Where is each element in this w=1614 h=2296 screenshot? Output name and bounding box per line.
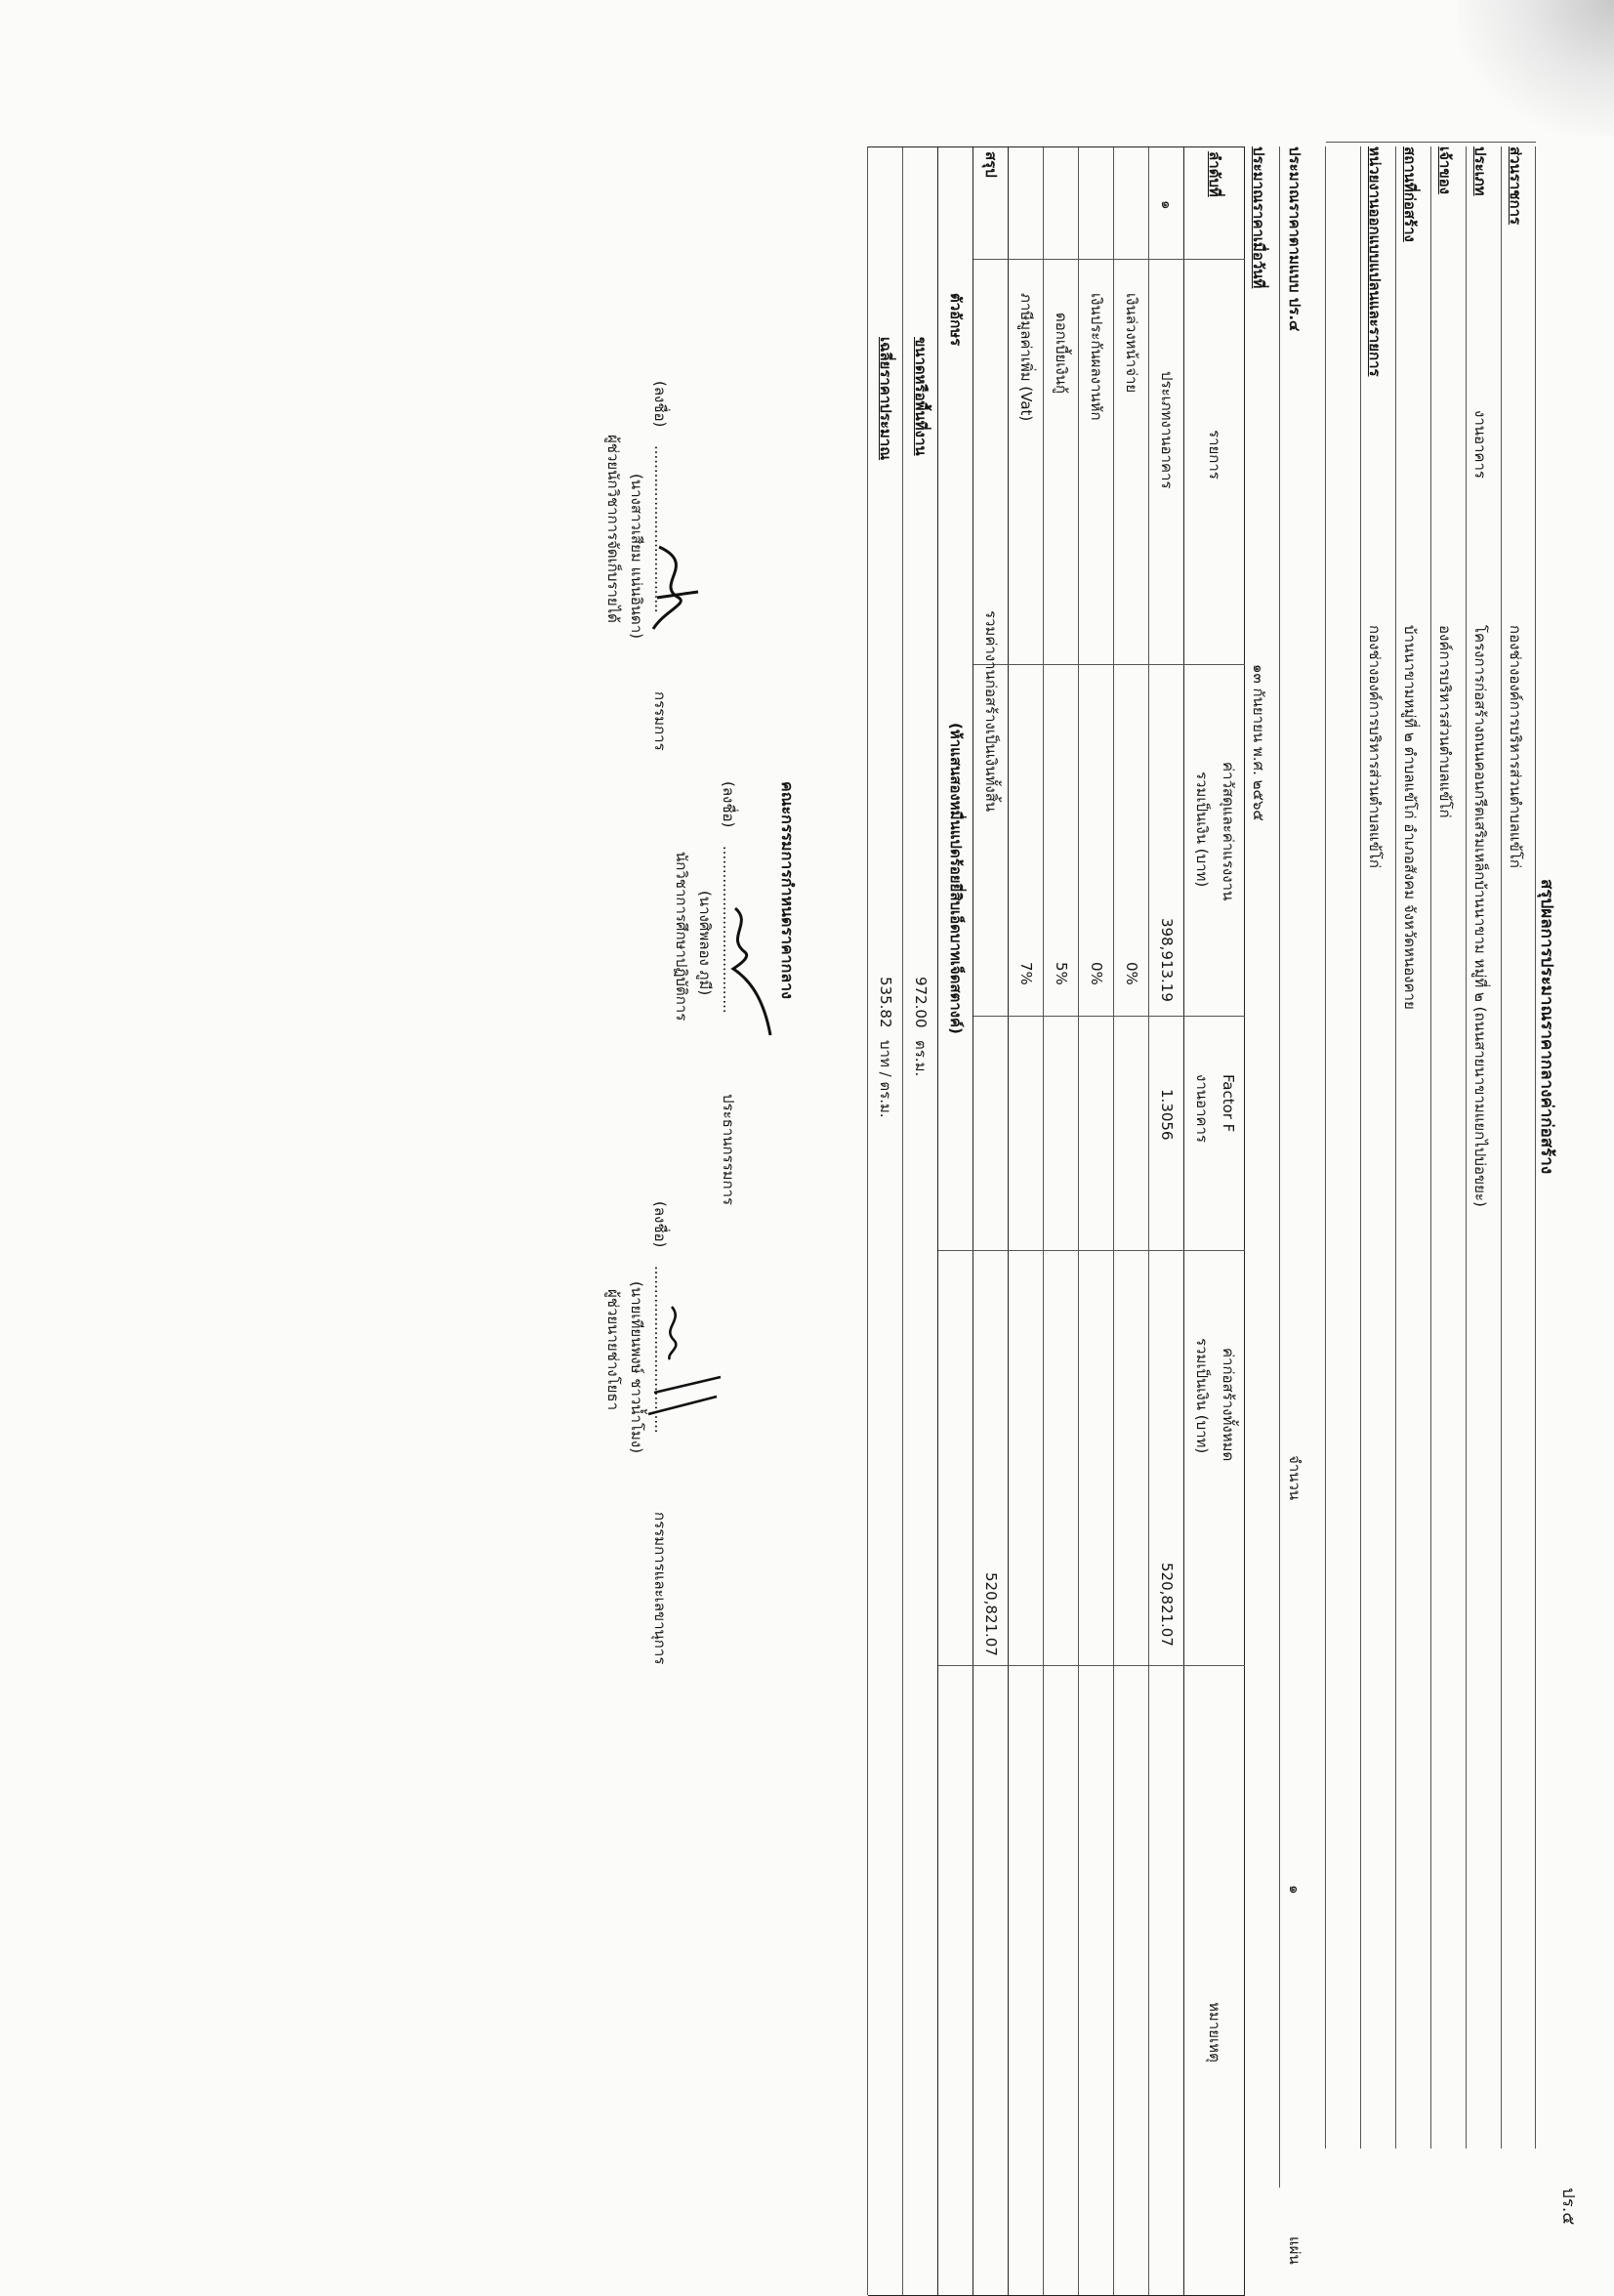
avg-label: เฉลี่ยราคาประมาณ [877,337,894,461]
summary-total: 520,821.07 [982,1572,1000,1656]
row1-total: 520,821.07 [1158,1563,1176,1647]
col-divider [973,1016,1245,1017]
col-divider [973,259,1245,260]
sig2-name: (นางสาวเสียม แน่นอินดา) [628,474,645,640]
area-value: 972.00 [912,977,930,1028]
sig1-dots: .................................... [720,846,737,1014]
avg-unit: บาท / ตร.ม. [877,1040,894,1118]
sig2-signature [640,535,718,643]
label-estimate: ประมาณราคาตามแบบ ปร.๔ [1286,146,1304,332]
col-divider [938,1665,1245,1666]
sig3-prefix: (ลงชื่อ) [651,1201,669,1248]
header-item: รายการ [1206,430,1223,480]
table-area-border [902,146,903,2295]
sig1-position: นักวิชาการศึกษาปฏิบัติการ [673,852,690,1022]
document-title: สรุปผลการประมาณราคากลางค่าก่อสร้าง [1537,879,1556,1175]
header-remark: หมายเหตุ [1206,2002,1223,2063]
table-row-rule [1113,146,1114,2295]
row1-cost: 398,913.19 [1158,918,1176,1002]
area-unit: ตร.ม. [912,1040,930,1077]
table-left-border [868,146,1245,147]
row4-cost: 5% [1053,962,1070,985]
table-bottom-border [867,146,868,2295]
label-designer: หน่วยงานออกแบบแปลนและรายการ [1366,146,1384,377]
row5-cost: 7% [1017,962,1035,985]
sig3-signature [642,1299,730,1445]
table-row-rule [1008,146,1009,2295]
value-unit: แผ่น [1286,2236,1304,2265]
header-cost-line1: ค่าวัสดุและค่าแรงงาน [1220,762,1237,901]
header-total-line1: ค่าก่อสร้างทั้งหมด [1220,1348,1237,1462]
label-owner: เจ้าของ [1436,146,1454,194]
row1-no: ๑ [1158,200,1176,210]
col-divider [938,1250,1245,1251]
row2-item: เงินล่วงหน้าจ่าย [1123,293,1140,394]
sig3-position: ผู้ช่วยนายช่างโยธา [604,1289,622,1410]
row3-cost: 0% [1088,962,1105,985]
value-count: ๑ [1286,1885,1304,1895]
value-location: บ้านนาขามหมู่ที่ ๒ ตำบลแข้โก่ อำเภอสังคม จังหวัดหนองคาย [1401,625,1419,1010]
header-total-line2: รวมเป็นเงิน (บาท) [1193,1338,1211,1454]
value-project: โครงการก่อสร้างถนนคอนกรีตเสริมเหล็กบ้านนาขาม หมู่ที่ ๒ (ถนนสายนาขามแยกไปบ่อขยะ) [1471,625,1489,1207]
committee-title: คณะกรรมการกำหนดราคากลาง [778,781,797,999]
label-type: ประเภท [1471,146,1489,196]
header-no: ลำดับที่ [1206,151,1223,197]
form-code: ปร.๕ [1558,2188,1578,2226]
table-row-rule [1078,146,1079,2295]
value-owner: องค์การบริหารส่วนตำบลแข้โก่ [1436,625,1454,818]
table-top-border [1244,146,1245,2295]
estimate-rule [1279,146,1280,2188]
col-divider [973,664,1245,665]
row3-item: เงินประกันผลงานหัก [1088,293,1105,421]
value-type: งานอาคาร [1471,410,1489,479]
row1-factor: 1.3056 [1158,1089,1176,1141]
sig1-prefix: (ลงชื่อ) [720,781,737,828]
header-factor-line1: Factor F [1220,1074,1237,1133]
sig1-signature [716,898,774,1045]
sig3-dots: .................................... [651,1266,669,1434]
info-rule [1535,146,1536,2149]
sig2-position: ผู้ช่วยนักวิชาการจัดเก็บรายได้ [604,435,622,623]
info-rule [1501,146,1502,2149]
sig2-role: กรรมการ [651,691,669,751]
in-letters-label: ตัวอักษร [947,293,965,347]
avg-value: 535.82 [877,977,894,1028]
label-count: จำนวน [1286,1455,1304,1501]
in-letters-value: (ห้าแสนสองหมื่นแปดร้อยยี่สิบเอ็ดบาทเจ็ดสตางค์) [947,723,965,1034]
summary-label: สรุป [982,151,1000,178]
summary-text: รวมค่างานก่อสร้างเป็นเงินทั้งสิ้น [982,610,1000,813]
table-header-border [1183,146,1184,2295]
value-designer: กองช่างองค์การบริหารส่วนตำบลแข้โก่ [1366,625,1384,868]
info-rule [1360,146,1361,2149]
row5-item: ภาษีมูลค่าเพิ่ม (Vat) [1017,293,1035,422]
table-letters-border [937,146,938,2295]
sig1-name: (นางศิพลอง ภูมี) [696,891,714,996]
header-factor-line2: งานอาคาร [1193,1074,1211,1143]
info-rule [1325,146,1326,2149]
sig1-role: ประธานกรรมการ [720,1094,737,1206]
value-agency: กองช่างองค์การบริหารส่วนตำบลแข้โก่ [1507,625,1524,868]
label-estimate-date: ประมาณราคาเมื่อวันที่ [1250,146,1267,289]
row2-cost: 0% [1123,962,1140,985]
info-rule [1430,146,1431,2149]
sig3-role: กรรมการและเลขานุการ [651,1512,669,1665]
table-row-rule [1043,146,1044,2295]
label-location: สถานที่ก่อสร้าง [1401,146,1419,242]
label-agency: ส่วนราชการ [1507,146,1524,226]
sig3-name: (นายเทียนพงษ์ ชาวน้ำโมง) [628,1281,645,1454]
sig2-prefix: (ลงชื่อ) [651,381,669,428]
row1-item: ประเภทงานอาคาร [1158,371,1176,489]
sig2-dots: .................................... [651,445,669,613]
row4-item: ดอกเบี้ยเงินกู้ [1053,313,1070,395]
info-rule [1466,146,1467,2149]
value-estimate-date: ๑๓ กันยายน พ.ศ. ๒๕๖๕ [1250,664,1267,821]
header-cost-line2: รวมเป็นเงิน (บาท) [1193,772,1211,888]
info-rule [1395,146,1396,2149]
info-left-border [1326,142,1536,143]
table-row-rule [1148,146,1149,2295]
area-label: ขนาดหรือพื้นที่งาน [912,337,930,456]
